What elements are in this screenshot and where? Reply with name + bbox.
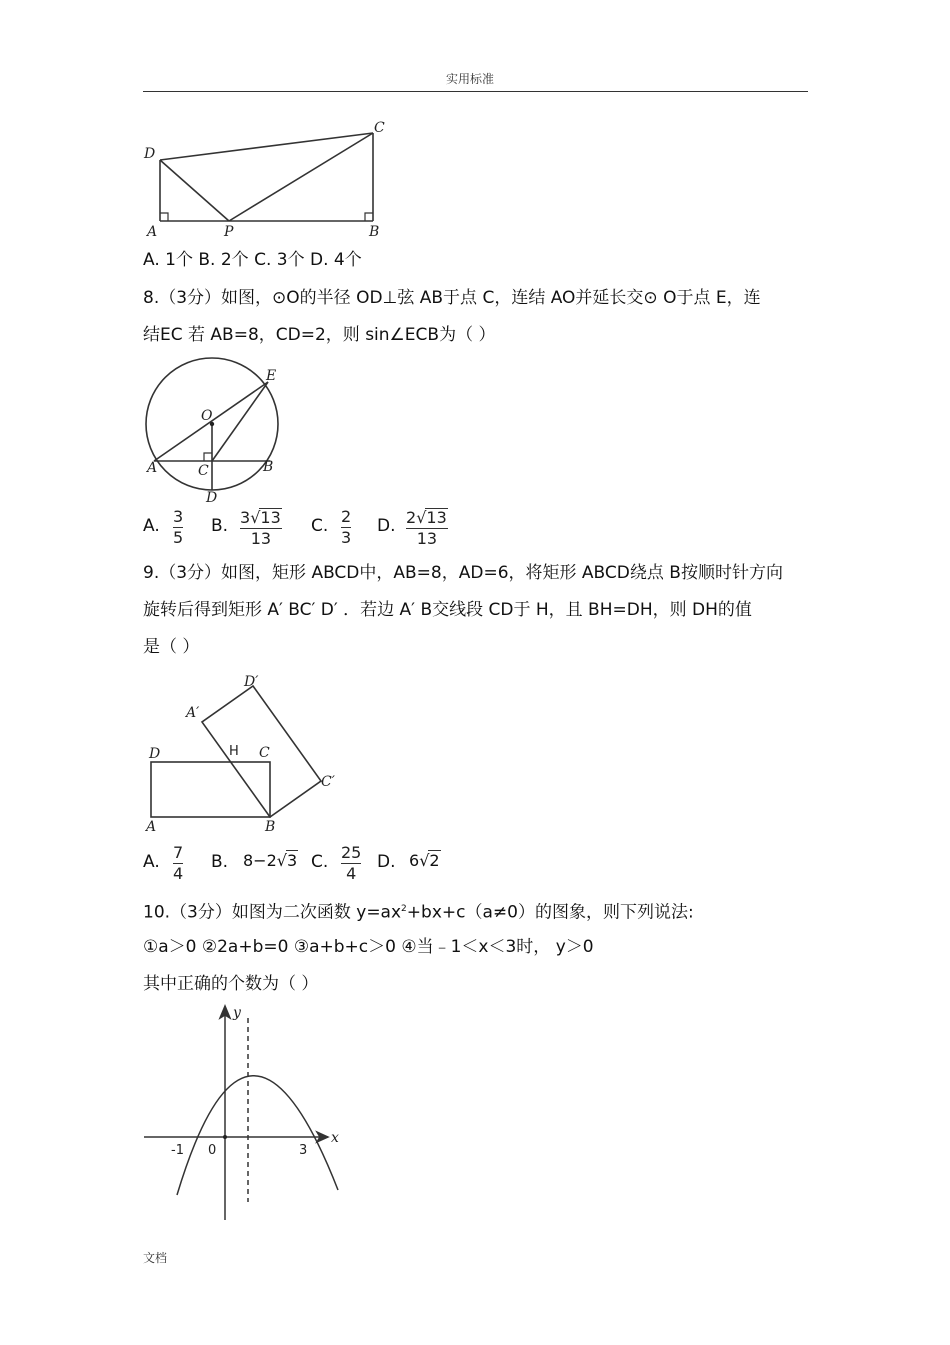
q9-label-a-prime: A′ bbox=[186, 705, 200, 721]
fraction-numerator: 3√13 bbox=[240, 508, 281, 527]
q9-text-line3: 是（ ） bbox=[143, 637, 200, 657]
q9-option-d-letter: D. bbox=[377, 852, 396, 872]
q7-label-a: A bbox=[147, 224, 158, 240]
q10-line1-part-a: 10.（3分）如图为二次函数 y=ax bbox=[143, 902, 402, 923]
q9-label-d-prime: D′ bbox=[244, 674, 259, 690]
q9-option-c-fraction bbox=[341, 844, 361, 883]
fraction-denominator: 4 bbox=[346, 864, 357, 883]
q8-label-a: A bbox=[147, 460, 158, 476]
q9-option-d-value: 6√2 bbox=[409, 851, 440, 870]
q8-label-e: E bbox=[266, 368, 277, 384]
q10-tick-three: 3 bbox=[299, 1143, 308, 1158]
fraction-denominator: 5 bbox=[173, 528, 184, 547]
fraction-numerator: 2√13 bbox=[406, 508, 447, 527]
q9-figure bbox=[140, 670, 360, 835]
q9-option-c-letter: C. bbox=[311, 852, 329, 872]
fraction-denominator: 4 bbox=[173, 864, 184, 883]
q10-exponent: 2 bbox=[401, 904, 407, 914]
q7-option-b-letter: B. bbox=[198, 250, 216, 270]
q10-axis-y-label: y bbox=[233, 1005, 241, 1021]
q9-label-c-prime: C′ bbox=[321, 774, 335, 790]
fraction-numerator: 7 bbox=[173, 843, 184, 862]
q8-figure bbox=[140, 358, 310, 508]
q7-options bbox=[143, 250, 362, 270]
page-footer-label: 文档 bbox=[143, 1251, 168, 1265]
q10-tick-neg1: -1 bbox=[171, 1143, 184, 1158]
q8-option-a-letter: A. bbox=[143, 516, 160, 536]
q8-option-c-fraction bbox=[341, 508, 351, 547]
fraction-denominator: 13 bbox=[250, 529, 272, 548]
q8-option-d-fraction bbox=[406, 508, 448, 548]
q9-label-h: H bbox=[229, 744, 239, 759]
q10-text-line3: 其中正确的个数为（ ） bbox=[143, 974, 319, 994]
q7-option-b-value: 2个 bbox=[220, 250, 249, 270]
q9-label-b: B bbox=[265, 819, 276, 835]
header-rule bbox=[143, 91, 808, 92]
q7-option-d-letter: D. bbox=[310, 250, 329, 270]
q10-text-line2: ①a＞0 ②2a+b=0 ③a+b+c＞0 ④当﹣1＜x＜3时， y＞0 bbox=[143, 937, 594, 957]
q10-graph bbox=[140, 1000, 360, 1225]
q10-text-line1 bbox=[143, 899, 694, 923]
q8-option-a-fraction bbox=[173, 508, 183, 547]
q9-option-b-value: 8−2√3 bbox=[243, 851, 298, 870]
q8-label-o: O bbox=[201, 408, 213, 424]
q9-label-d: D bbox=[149, 746, 161, 762]
fraction-denominator: 3 bbox=[341, 528, 352, 547]
q7-label-p: P bbox=[224, 224, 234, 240]
q9-text-line2: 旋转后得到矩形 A′ BC′ D′ ．若边 A′ B交线段 CD于 H，且 BH=DH，则 DH的值 bbox=[143, 600, 752, 620]
fraction-numerator: 2 bbox=[341, 507, 352, 526]
q7-option-a-letter: A. bbox=[143, 250, 160, 270]
fraction-numerator: 3 bbox=[173, 507, 184, 526]
q8-label-b: B bbox=[263, 459, 274, 475]
q8-option-d-letter: D. bbox=[377, 516, 396, 536]
q7-option-a-value: 1个 bbox=[165, 250, 193, 270]
q10-line1-part-b: +bx+c（a≠0）的图象，则下列说法: bbox=[406, 902, 694, 923]
q10-axis-x-label: x bbox=[331, 1130, 339, 1146]
q8-text-line1: 8.（3分）如图，⊙O的半径 OD⊥弦 AB于点 C，连结 AO并延长交⊙ O于点 E，连 bbox=[143, 288, 761, 308]
q8-label-c: C bbox=[198, 463, 209, 479]
fraction-denominator: 13 bbox=[416, 529, 438, 548]
q9-label-a: A bbox=[146, 819, 157, 835]
q8-option-b-letter: B. bbox=[211, 516, 229, 536]
q7-figure bbox=[140, 118, 410, 248]
q8-option-c-letter: C. bbox=[311, 516, 329, 536]
q7-label-b: B bbox=[369, 224, 380, 240]
q7-option-d-value: 4个 bbox=[333, 250, 362, 270]
q7-option-c-letter: C. bbox=[254, 250, 272, 270]
q10-tick-zero: 0 bbox=[208, 1143, 217, 1158]
q7-option-c-value: 3个 bbox=[276, 250, 305, 270]
q7-label-c: C bbox=[374, 120, 385, 136]
q7-label-d: D bbox=[144, 146, 156, 162]
q9-option-b-letter: B. bbox=[211, 852, 229, 872]
q8-label-d: D bbox=[206, 490, 218, 506]
q9-text-line1: 9.（3分）如图，矩形 ABCD中，AB=8，AD=6，将矩形 ABCD绕点 B按顺时针方向 bbox=[143, 563, 783, 583]
q9-label-c: C bbox=[259, 745, 270, 761]
q8-option-b-fraction bbox=[240, 508, 282, 548]
q9-option-a-fraction bbox=[173, 844, 183, 883]
q9-option-a-letter: A. bbox=[143, 852, 160, 872]
page-header-title: 实用标准 bbox=[446, 72, 495, 86]
fraction-numerator: 25 bbox=[341, 843, 362, 862]
q8-text-line2: 结EC 若 AB=8，CD=2，则 sin∠ECB为（ ） bbox=[143, 325, 496, 345]
